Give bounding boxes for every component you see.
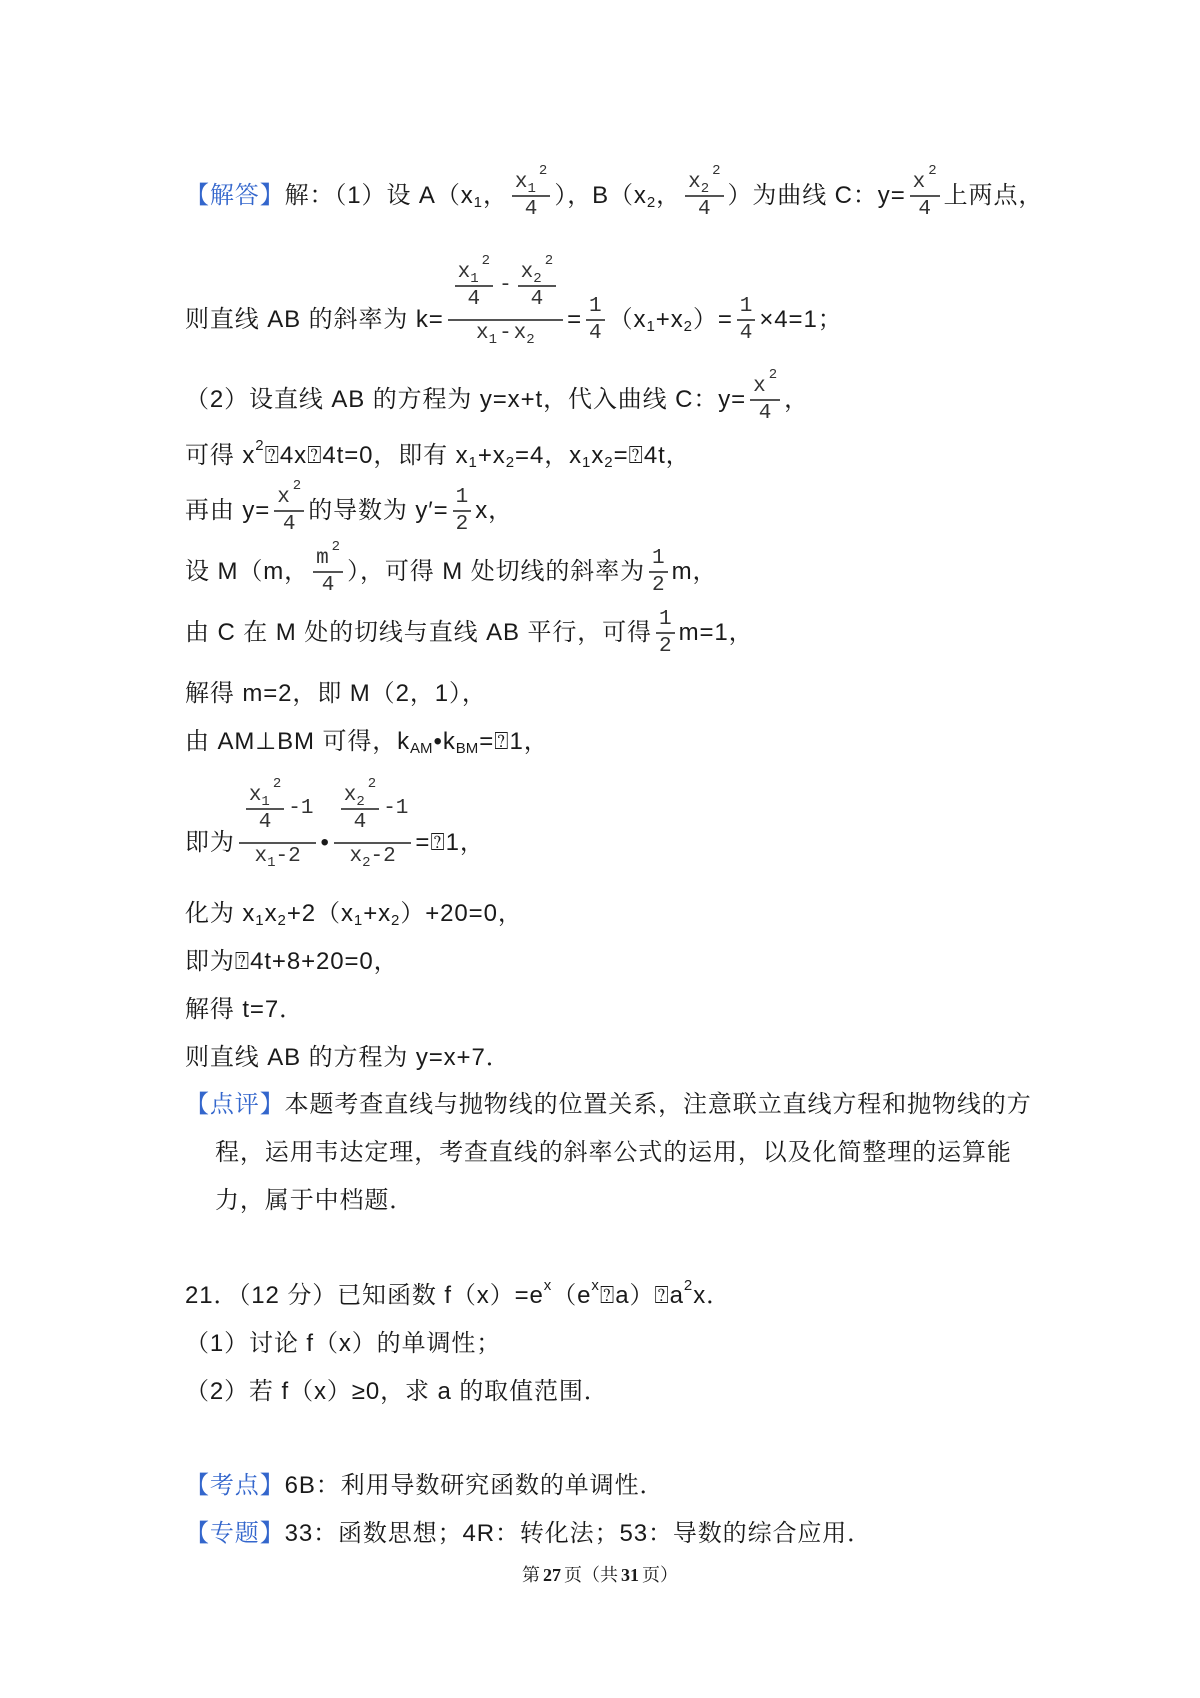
fraction: [341, 777, 379, 841]
text: 解得 t=7．: [185, 996, 304, 1023]
superscript: x: [543, 1277, 552, 1294]
denominator-expression: [476, 322, 535, 346]
math-variable: x: [476, 322, 489, 345]
text: 即为⍰4t+8+20=0，: [185, 948, 399, 975]
fraction-denominator: 2: [652, 574, 665, 597]
fraction-bar: [239, 842, 317, 844]
fraction-numerator: [448, 254, 563, 318]
numerator-expression: [337, 777, 409, 841]
math-superscript: 2: [928, 163, 937, 179]
text: 即为: [185, 829, 235, 856]
math-variable: x: [343, 784, 357, 807]
text: （e: [552, 1282, 592, 1309]
subscript: 2: [604, 454, 613, 471]
fraction-denominator: 4: [467, 288, 481, 311]
text: 本题考查直线与抛物线的位置关系，注意联立直线方程和抛物线的方: [284, 1091, 1032, 1118]
text: ，: [482, 182, 508, 209]
solution-line-11: [185, 897, 523, 931]
text: 解得 m=2，即 M（2，1），: [185, 680, 487, 707]
fraction-numerator: [239, 777, 317, 841]
problem-21-part-1: [185, 1327, 501, 1361]
fraction: [586, 288, 605, 352]
math-superscript: 2: [538, 163, 548, 179]
text: 21．（12 分）已知函数 f（x）=e: [185, 1282, 544, 1309]
text: 的导数为 y′=: [308, 497, 449, 524]
math-text: -1: [288, 797, 314, 820]
kaodian-line: [185, 1469, 664, 1503]
review-tag: 【点评】: [185, 1091, 285, 1118]
subscript: 2: [277, 912, 286, 929]
math-variable: x: [753, 375, 766, 398]
math-text: -2: [370, 845, 396, 868]
fraction-denominator: 4: [353, 811, 367, 834]
math-subscript: 2: [533, 271, 542, 287]
fraction-denominator: 4: [918, 198, 931, 221]
subscript: 1: [353, 912, 363, 929]
review-line-3: [215, 1184, 414, 1218]
math-subscript: 1: [267, 855, 276, 871]
text: =: [567, 306, 583, 333]
fraction-numerator: 1: [589, 295, 602, 318]
text: ⍰a）⍰a: [599, 1282, 684, 1309]
kaodian-tag: 【考点】: [185, 1472, 285, 1499]
fraction: [274, 479, 304, 543]
fraction: [455, 254, 493, 318]
numerator-expression: [451, 254, 560, 318]
math-subscript: 2: [526, 332, 535, 348]
text: 力，属于中档题．: [215, 1187, 415, 1214]
math-variable: x: [520, 261, 534, 284]
fraction-numerator: [455, 253, 493, 287]
fraction-numerator: [518, 253, 556, 287]
review-line-1: [185, 1088, 1032, 1122]
fraction-bar: [750, 399, 780, 401]
fraction-denominator: 2: [658, 635, 672, 658]
fraction: [750, 368, 780, 432]
solution-line-9: [185, 725, 549, 759]
footer-text: 页）: [642, 1565, 678, 1585]
slope-am-fraction: [239, 777, 317, 909]
math-variable: x: [349, 845, 363, 868]
fraction-numerator: [910, 164, 940, 194]
fraction-bar: [453, 510, 472, 512]
dot-operator: •: [320, 829, 330, 856]
math-subscript: 1: [527, 181, 536, 197]
solution-line-8: [185, 677, 487, 711]
fraction-numerator: 1: [658, 608, 672, 631]
subscript: 2: [505, 454, 515, 471]
math-variable: x: [457, 261, 471, 284]
subscript: 2: [391, 912, 400, 929]
math-variable: x: [254, 845, 268, 868]
solution-line-3: [185, 368, 809, 432]
text: +x: [477, 442, 506, 469]
text: ）+20=0，: [400, 900, 523, 927]
math-subscript: 1: [470, 271, 479, 287]
text: 可得 x: [185, 442, 256, 469]
fraction-bar: [656, 632, 675, 634]
math-superscript: 2: [712, 163, 721, 179]
fraction-bar: [274, 510, 304, 512]
subscript: BM: [455, 740, 479, 757]
zhuanti-tag: 【专题】: [185, 1520, 285, 1547]
text: 设 M（m，: [185, 558, 310, 585]
fraction-numerator: 1: [739, 295, 753, 318]
fraction-numerator: [750, 368, 780, 398]
fraction-denominator: 4: [697, 198, 711, 221]
text: =⍰1，: [415, 829, 485, 856]
fraction: [685, 164, 723, 228]
fraction-denominator: 4: [530, 288, 544, 311]
minus-operator: -: [499, 322, 512, 345]
page-total: 31: [621, 1565, 639, 1585]
fraction: [246, 777, 284, 841]
text: x．: [693, 1282, 732, 1309]
footer-text: 页（共: [564, 1565, 618, 1585]
subscript: 1: [468, 454, 477, 471]
text: m=1，: [678, 619, 754, 646]
subscript: AM: [410, 740, 433, 757]
fraction-denominator: 4: [258, 811, 272, 834]
fraction-numerator: [334, 777, 412, 841]
math-subscript: 1: [261, 794, 270, 810]
superscript: 2: [683, 1277, 693, 1294]
text: 解：（1）设 A（x: [284, 182, 474, 209]
text: 由 AM⊥BM 可得，k: [185, 728, 411, 755]
math-superscript: 2: [292, 478, 302, 494]
math-superscript: 2: [367, 776, 377, 792]
math-text: -1: [383, 797, 409, 820]
text: +x: [655, 306, 684, 333]
subscript: 1: [255, 912, 264, 929]
solution-line-7: [185, 601, 754, 665]
zhuanti-line: [185, 1517, 872, 1551]
fraction: [313, 540, 343, 604]
text: （1）讨论 f（x）的单调性；: [185, 1330, 502, 1357]
fraction-numerator: [274, 479, 304, 509]
math-variable: x: [277, 486, 290, 509]
review-line-2: [215, 1136, 1012, 1170]
text: （2）设直线 AB 的方程为 y=x+t，代入曲线 C：y=: [185, 386, 747, 413]
text: 程，运用韦达定理，考查直线的斜率公式的运用，以及化简整理的运算能: [215, 1139, 1012, 1166]
fraction-numerator: [341, 776, 379, 810]
solution-line-12: [185, 945, 399, 979]
denominator-expression: [255, 845, 301, 869]
text: 再由 y=: [185, 497, 271, 524]
text: 6B：利用导数研究函数的单调性．: [284, 1472, 665, 1499]
problem-21-statement: [185, 1279, 731, 1313]
math-subscript: 2: [356, 794, 365, 810]
solution-line-5: [185, 479, 513, 543]
fraction-denominator: 4: [524, 198, 538, 221]
fraction-denominator: 4: [739, 322, 753, 345]
fraction-denominator: 4: [321, 574, 335, 597]
text: +x: [363, 900, 392, 927]
text: （2）若 f（x）≥0，求 a 的取值范围．: [185, 1378, 609, 1405]
text: ，: [784, 386, 810, 413]
fraction-numerator: [246, 776, 284, 810]
fraction-numerator: [685, 163, 723, 197]
fraction-bar: [448, 319, 563, 321]
math-superscript: 2: [768, 367, 778, 383]
text: 33：函数思想；4R：转化法；53：导数的综合应用．: [284, 1520, 873, 1547]
page-number: 27: [543, 1565, 561, 1585]
math-variable: m: [316, 547, 329, 570]
text: =⍰1，: [479, 728, 549, 755]
text: 由 C 在 M 处的切线与直线 AB 平行，可得: [185, 619, 652, 646]
math-superscript: 2: [544, 253, 554, 269]
text: ，: [656, 182, 682, 209]
fraction: [512, 164, 550, 228]
math-superscript: 2: [481, 253, 491, 269]
text: •k: [433, 728, 456, 755]
subscript: 2: [683, 318, 692, 335]
math-subscript: 2: [362, 855, 371, 871]
fraction: [656, 601, 675, 665]
fraction-numerator: 1: [455, 486, 469, 509]
text: ），可得 M 处切线的斜率为: [347, 558, 646, 585]
problem-21-part-2: [185, 1375, 609, 1409]
text: （x: [608, 306, 647, 333]
math-subscript: 2: [700, 181, 710, 197]
fraction-denominator: 2: [455, 513, 469, 536]
text: ×4=1；: [759, 306, 843, 333]
fraction-bar: [649, 571, 668, 573]
math-variable: x: [912, 171, 926, 194]
math-superscript: 2: [331, 539, 341, 555]
math-variable: x: [248, 784, 262, 807]
text: ）为曲线 C：y=: [727, 182, 906, 209]
math-text: -2: [275, 845, 301, 868]
superscript: x: [591, 1277, 599, 1294]
fraction-denominator: 4: [282, 513, 296, 536]
fraction-numerator: 1: [652, 547, 665, 570]
subscript: 1: [646, 318, 655, 335]
text: x: [264, 900, 278, 927]
text: x，: [475, 497, 514, 524]
numerator-expression: [242, 777, 314, 841]
math-variable: x: [513, 322, 527, 345]
text: =4，x: [515, 442, 583, 469]
subscript: 2: [646, 194, 656, 211]
text: x: [591, 442, 605, 469]
fraction-numerator: [512, 163, 550, 197]
fraction: [737, 288, 756, 352]
math-variable: x: [514, 171, 528, 194]
fraction: [453, 479, 472, 543]
text: ），B（x: [554, 182, 647, 209]
text: 则直线 AB 的斜率为 k=: [185, 306, 444, 333]
text: 则直线 AB 的方程为 y=x+7．: [185, 1044, 511, 1071]
solution-tag: 【解答】: [185, 182, 285, 209]
slope-bm-fraction: [334, 777, 412, 909]
text: 上两点，: [943, 182, 1044, 209]
text: =⍰4t，: [613, 442, 691, 469]
solution-line-6: [185, 540, 717, 604]
text: ）=: [692, 306, 733, 333]
fraction: [649, 540, 668, 604]
text: ⍰4x⍰4t=0，即有 x: [264, 442, 469, 469]
minus-operator: -: [499, 274, 512, 297]
text: 化为 x: [185, 900, 256, 927]
math-variable: x: [688, 171, 701, 194]
solution-line-14: [185, 1041, 511, 1075]
solution-line-1: [185, 164, 1043, 228]
subscript: 1: [582, 454, 591, 471]
math-subscript: 1: [488, 332, 498, 348]
page-footer: [0, 1561, 1200, 1587]
fraction: [910, 164, 940, 228]
text: m，: [671, 558, 718, 585]
slope-compound-fraction: [448, 254, 563, 386]
text: +2（x: [286, 900, 354, 927]
subscript: 1: [473, 194, 482, 211]
fraction-bar: [586, 319, 605, 321]
solution-line-13: [185, 993, 304, 1027]
denominator-expression: [349, 845, 395, 869]
fraction-numerator: [313, 540, 343, 570]
solution-line-10: [185, 777, 485, 909]
fraction-bar: [313, 571, 343, 573]
superscript: 2: [255, 437, 264, 454]
math-superscript: 2: [272, 776, 282, 792]
fraction-bar: [910, 195, 940, 197]
fraction-bar: [334, 842, 412, 844]
footer-text: 第: [522, 1565, 540, 1585]
fraction-denominator: 4: [758, 402, 772, 425]
solution-line-4: [185, 439, 691, 473]
fraction-denominator: 4: [589, 322, 602, 345]
solution-line-2: [185, 254, 843, 386]
fraction-bar: [737, 319, 756, 321]
fraction: [518, 254, 556, 318]
